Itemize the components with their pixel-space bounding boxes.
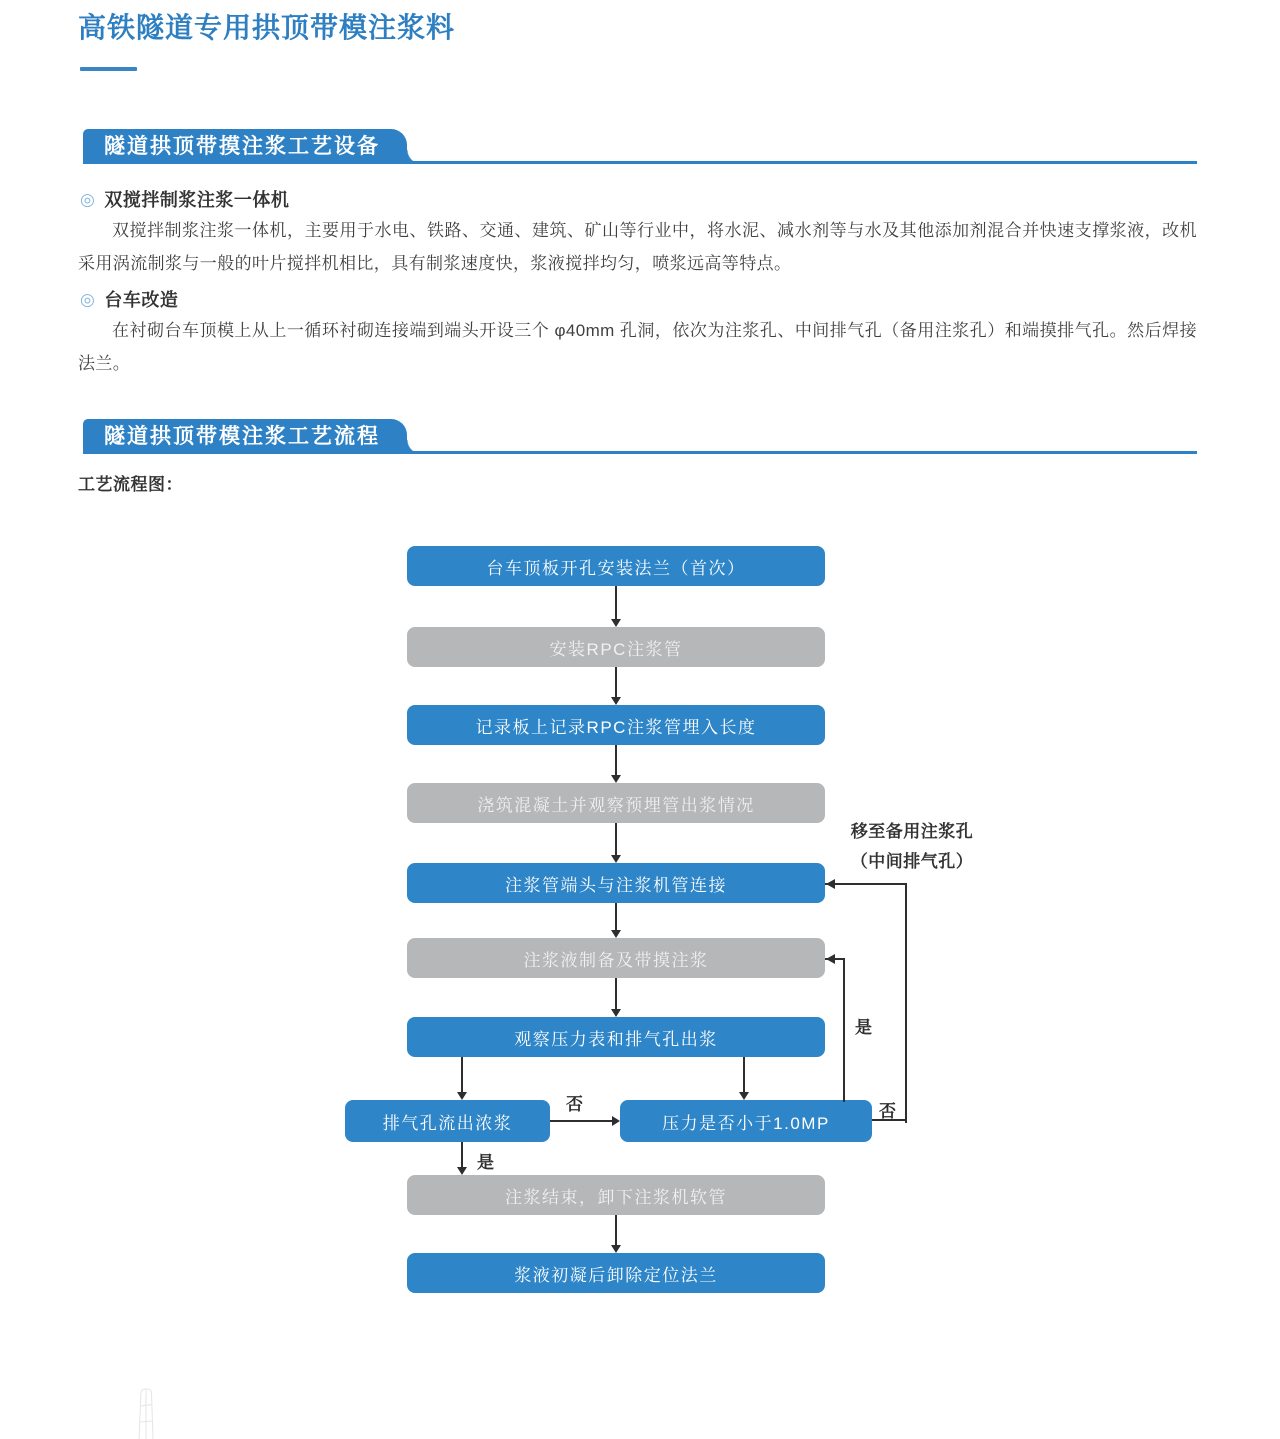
double-circle-bullet-icon: ◎ <box>80 189 96 209</box>
flow-arrow-down <box>615 978 617 1009</box>
flow-arrow-down <box>743 1057 745 1092</box>
paragraph-mixer: 双搅拌制浆注浆一体机，主要用于水电、铁路、交通、建筑、矿山等行业中，将水泥、减水剂等与水及其他添加剂混合并快速支撑浆液，改机采用涡流制浆与一般的叶片搅拌机相比，具有制浆速度快，浆液搅拌均匀，喷浆远高等特点。 <box>78 221 1197 273</box>
flow-arrow-down <box>615 1215 617 1245</box>
flow-arrow-down <box>615 903 617 930</box>
subheading-trolley-label: 台车改造 <box>104 290 179 310</box>
edge-label-yes: 是 <box>855 1018 873 1037</box>
section-banner-equipment <box>83 129 407 164</box>
node-install-flange: 台车顶板开孔安装法兰（首次） <box>407 546 825 586</box>
flow-arrow-down <box>615 745 617 775</box>
feedback-annotation-line2: （中间排气孔） <box>850 852 974 871</box>
node-grouting-end: 注浆结束，卸下注浆机软管 <box>407 1175 825 1215</box>
banner-fillet-decoration <box>407 440 421 454</box>
node-pour-concrete: 浇筑混凝土并观察预埋管出浆情况 <box>407 783 825 823</box>
building-watermark <box>116 1386 176 1439</box>
section-banner-equipment-label: 隧道拱顶带摸注浆工艺设备 <box>104 135 380 158</box>
edge-label-no: 否 <box>566 1095 584 1114</box>
subheading-mixer-label: 双搅拌制浆注浆一体机 <box>104 190 290 210</box>
node-install-rpc-pipe: 安装RPC注浆管 <box>407 627 825 667</box>
paragraph-trolley: 在衬砌台车顶模上从上一循环衬砌连接端到端头开设三个 φ40mm 孔洞，依次为注浆孔、中间排气孔（备用注浆孔）和端摸排气孔。然后焊接法兰。 <box>78 321 1197 373</box>
flow-feedback-line-no <box>825 883 907 1123</box>
section-banner-process-label: 隧道拱顶带模注浆工艺流程 <box>104 425 380 448</box>
flow-arrow-down <box>615 586 617 619</box>
banner-fillet-decoration <box>407 150 421 164</box>
title-underline-decoration <box>80 67 137 71</box>
edge-label-yes: 是 <box>477 1153 495 1172</box>
flow-arrow-down <box>615 667 617 697</box>
flow-arrow-down <box>461 1142 463 1167</box>
node-remove-flange: 浆液初凝后卸除定位法兰 <box>407 1253 825 1293</box>
subheading-trolley <box>80 286 178 312</box>
node-connect-pipe: 注浆管端头与注浆机管连接 <box>407 863 825 903</box>
section-banner-process <box>83 419 407 454</box>
subheading-mixer <box>80 186 289 212</box>
node-prepare-grout: 注浆液制备及带摸注浆 <box>407 938 825 978</box>
node-vent-thick-grout: 排气孔流出浓浆 <box>345 1100 550 1142</box>
edge-label-no: 否 <box>879 1102 897 1121</box>
flow-arrow-down <box>615 823 617 855</box>
double-circle-bullet-icon: ◎ <box>80 289 96 309</box>
node-record-length: 记录板上记录RPC注浆管埋入长度 <box>407 705 825 745</box>
flowchart-caption: 工艺流程图： <box>78 475 183 494</box>
page-title: 高铁隧道专用拱顶带模注浆料 <box>78 12 456 43</box>
feedback-annotation-line1: 移至备用注浆孔 <box>850 822 974 841</box>
node-observe-pressure: 观察压力表和排气孔出浆 <box>407 1017 825 1057</box>
node-pressure-check: 压力是否小于1.0MP <box>620 1100 872 1142</box>
flow-arrowhead-left <box>826 879 835 889</box>
flow-arrow-right <box>550 1120 612 1122</box>
flow-arrow-down <box>461 1057 463 1092</box>
